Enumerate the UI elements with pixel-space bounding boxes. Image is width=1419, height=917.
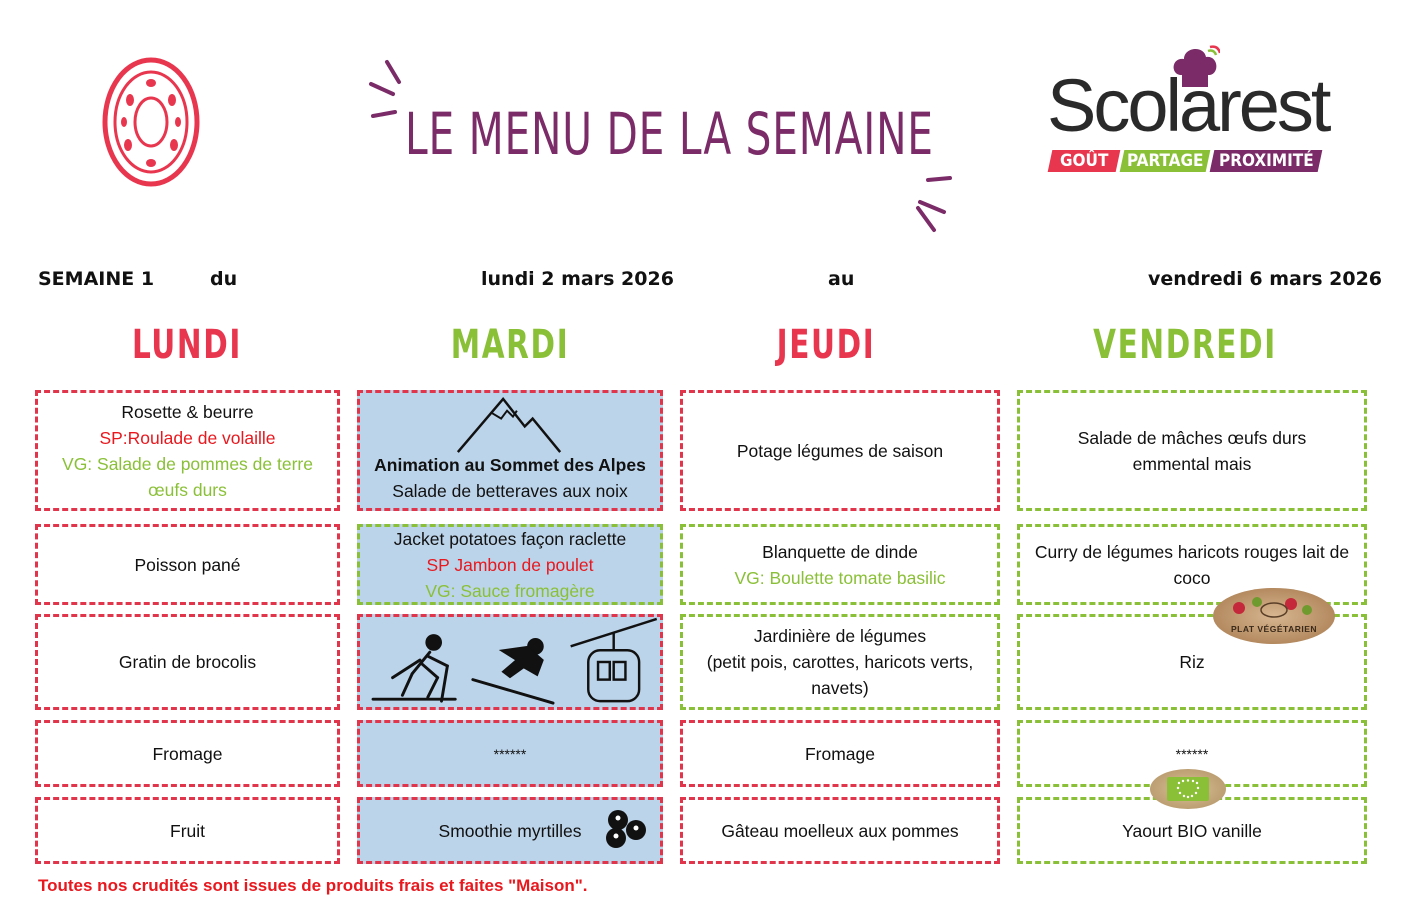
dish: Rosette & beurre <box>121 401 254 422</box>
vegetarian-badge-label: PLAT VÉGÉTARIEN <box>1230 624 1318 634</box>
dish: Blanquette de dinde <box>762 541 918 562</box>
menu-cell-vendredi-starter <box>1017 390 1367 511</box>
menu-cell-lundi-main <box>35 524 340 605</box>
day-header-vendredi: VENDREDI <box>1093 322 1277 368</box>
menu-cell-jeudi-dessert <box>680 797 1000 864</box>
week-end-date: vendredi 6 mars 2026 <box>1148 268 1383 290</box>
dish-detail: (petit pois, carottes, haricots verts, navets) <box>706 652 974 698</box>
dish-vg: VG: Sauce fromagère <box>425 580 595 601</box>
dish: Smoothie myrtilles <box>438 820 582 841</box>
menu-cell-lundi-dessert <box>35 797 340 864</box>
menu-cell-mardi-main <box>357 524 663 605</box>
menu-cell-jeudi-starter <box>680 390 1000 511</box>
vegetables-icon <box>1227 592 1321 622</box>
week-to: au <box>828 268 855 290</box>
vegetarian-badge <box>1213 588 1335 644</box>
menu-cell-lundi-starter <box>35 390 340 511</box>
menu-cell-mardi-side <box>357 614 663 710</box>
dish: Jardinière de légumes <box>753 626 927 646</box>
dish-vg: VG: Boulette tomate basilic <box>734 567 946 588</box>
ski-illustrations <box>360 617 660 707</box>
brand-name: Scolarest <box>1047 64 1329 147</box>
menu-cell-lundi-side <box>35 614 340 710</box>
menu-cell-jeudi-dairy <box>680 720 1000 787</box>
week-label: SEMAINE 1 <box>38 268 155 290</box>
dish-animation: Animation au Sommet des Alpes <box>374 455 646 475</box>
menu-cell-lundi-dairy <box>35 720 340 787</box>
cable-car-icon <box>571 619 657 701</box>
dish: Curry de légumes haricots rouges lait de coco <box>1034 541 1350 588</box>
dish: Fromage <box>804 743 876 764</box>
blueberries-icon <box>602 808 650 850</box>
dish: Potage légumes de saison <box>736 440 944 461</box>
dish: Gâteau moelleux aux pommes <box>721 820 959 841</box>
eu-organic-leaf-icon <box>1167 777 1209 801</box>
dish-sp: SP:Roulade de volaille <box>99 427 276 448</box>
mountain-icon <box>455 393 565 454</box>
dish: Salade de mâches œufs durs emmental mais <box>1077 427 1307 474</box>
dish: Salade de betteraves aux noix <box>392 481 628 501</box>
dish: ****** <box>1175 746 1209 762</box>
dish: Poisson pané <box>134 554 241 575</box>
day-header-mardi: MARDI <box>450 322 570 368</box>
dish: Riz <box>1179 652 1205 672</box>
week-from: du <box>210 268 238 290</box>
brand-tag-gout: GOÛT <box>1048 150 1121 172</box>
dish: Gratin de brocolis <box>118 652 257 672</box>
menu-cell-jeudi-main <box>680 524 1000 605</box>
dish: ****** <box>493 746 527 762</box>
menu-cell-mardi-starter <box>357 390 663 511</box>
dish: Yaourt BIO vanille <box>1122 820 1262 841</box>
week-start-date: lundi 2 mars 2026 <box>481 268 674 290</box>
dish: Fromage <box>152 743 223 764</box>
menu-cell-mardi-dairy <box>357 720 663 787</box>
decorative-strokes-right <box>910 170 960 235</box>
brand-tag-partage: PARTAGE <box>1120 150 1211 172</box>
organic-badge <box>1150 769 1226 809</box>
downhill-skier-icon <box>473 639 553 704</box>
menu-cell-mardi-dessert <box>357 797 663 864</box>
brand-tag-proximite: PROXIMITÉ <box>1210 150 1323 172</box>
dish: Fruit <box>170 820 205 841</box>
cross-country-skier-icon <box>373 636 455 702</box>
dish-vg: VG: Salade de pommes de terre œufs durs <box>62 453 313 500</box>
day-header-lundi: LUNDI <box>132 322 242 368</box>
menu-cell-jeudi-side <box>680 614 1000 710</box>
day-header-jeudi: JEUDI <box>776 322 876 368</box>
dish-sp: SP Jambon de poulet <box>426 554 594 575</box>
footer-note: Toutes nos crudités sont issues de produits frais et faites "Maison". <box>38 876 588 895</box>
dish: Jacket potatoes façon raclette <box>393 528 627 549</box>
page-title: LE MENU DE LA SEMAINE <box>405 100 934 168</box>
tomato-icon <box>100 55 202 190</box>
